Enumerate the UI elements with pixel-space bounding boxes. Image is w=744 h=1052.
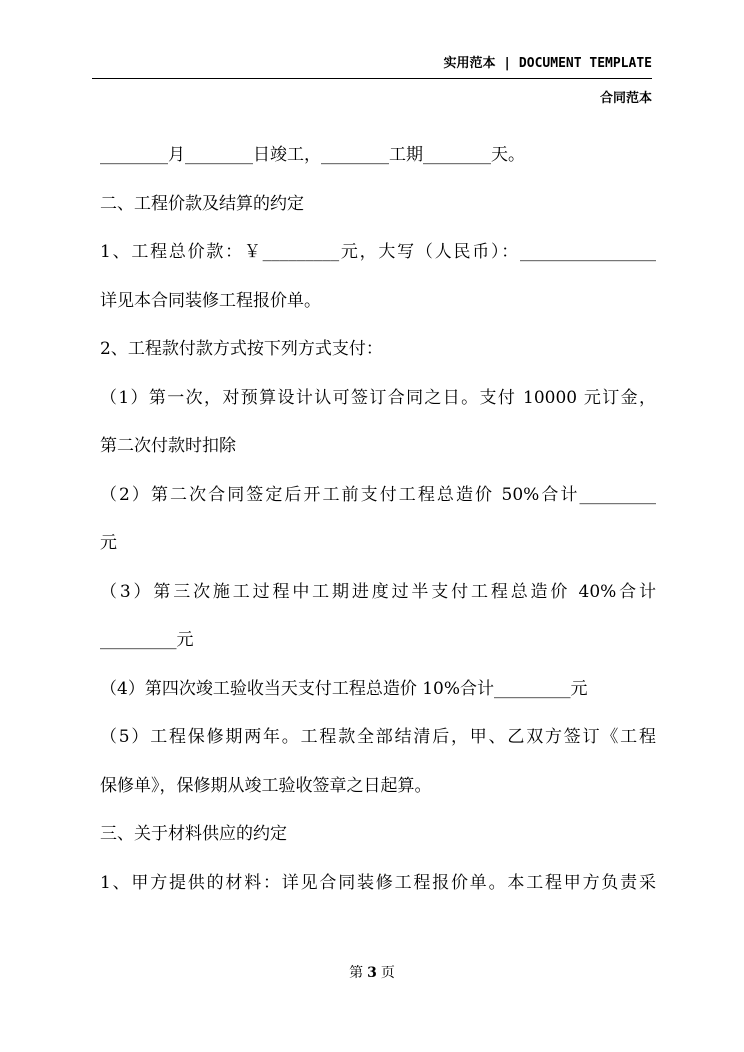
- page-prefix: 第: [349, 965, 364, 981]
- section-heading: 三、关于材料供应的约定: [100, 824, 287, 844]
- text-line: （4）第四次竣工验收当天支付工程总造价 10%合计_________元: [100, 678, 588, 699]
- page-suffix: 页: [380, 965, 395, 981]
- text-line: （1）第一次，对预算设计认可签订合同之日。支付 10000 元订金，: [100, 387, 656, 408]
- header-subtitle: 合同范本: [599, 91, 652, 106]
- section-heading: 二、工程价款及结算的约定: [100, 193, 304, 214]
- text-line: （2）第二次合同签定后开工前支付工程总造价 50%合计_________: [100, 484, 656, 505]
- text-line: （3）第三次施工过程中工期进度过半支付工程总造价 40%合计: [100, 581, 656, 602]
- header-rule: [92, 78, 652, 79]
- text-line: ________月________日竣工，________工期________天。: [100, 145, 525, 165]
- text-line: 第二次付款时扣除: [100, 436, 236, 456]
- page-number: 3: [367, 965, 377, 981]
- text-line: _________元: [100, 630, 194, 650]
- text-line: 2、工程款付款方式按下列方式支付：: [100, 339, 383, 359]
- text-line: 保修单》，保修期从竣工验收签章之日起算。: [100, 775, 432, 796]
- text-line: （5）工程保修期两年。工程款全部结清后，甲、乙双方签订《工程: [100, 727, 656, 747]
- page-footer: [0, 962, 744, 982]
- header-title: 实用范本 | DOCUMENT TEMPLATE: [443, 56, 652, 71]
- text-line: 详见本合同装修工程报价单。: [100, 290, 321, 311]
- text-line: 元: [100, 533, 117, 553]
- text-line: 1、甲方提供的材料：详见合同装修工程报价单。本工程甲方负责采: [100, 872, 656, 893]
- text-line: 1、工程总价款：￥_________元，大写（人民币）：________________: [100, 242, 656, 262]
- document-body: [100, 140, 656, 916]
